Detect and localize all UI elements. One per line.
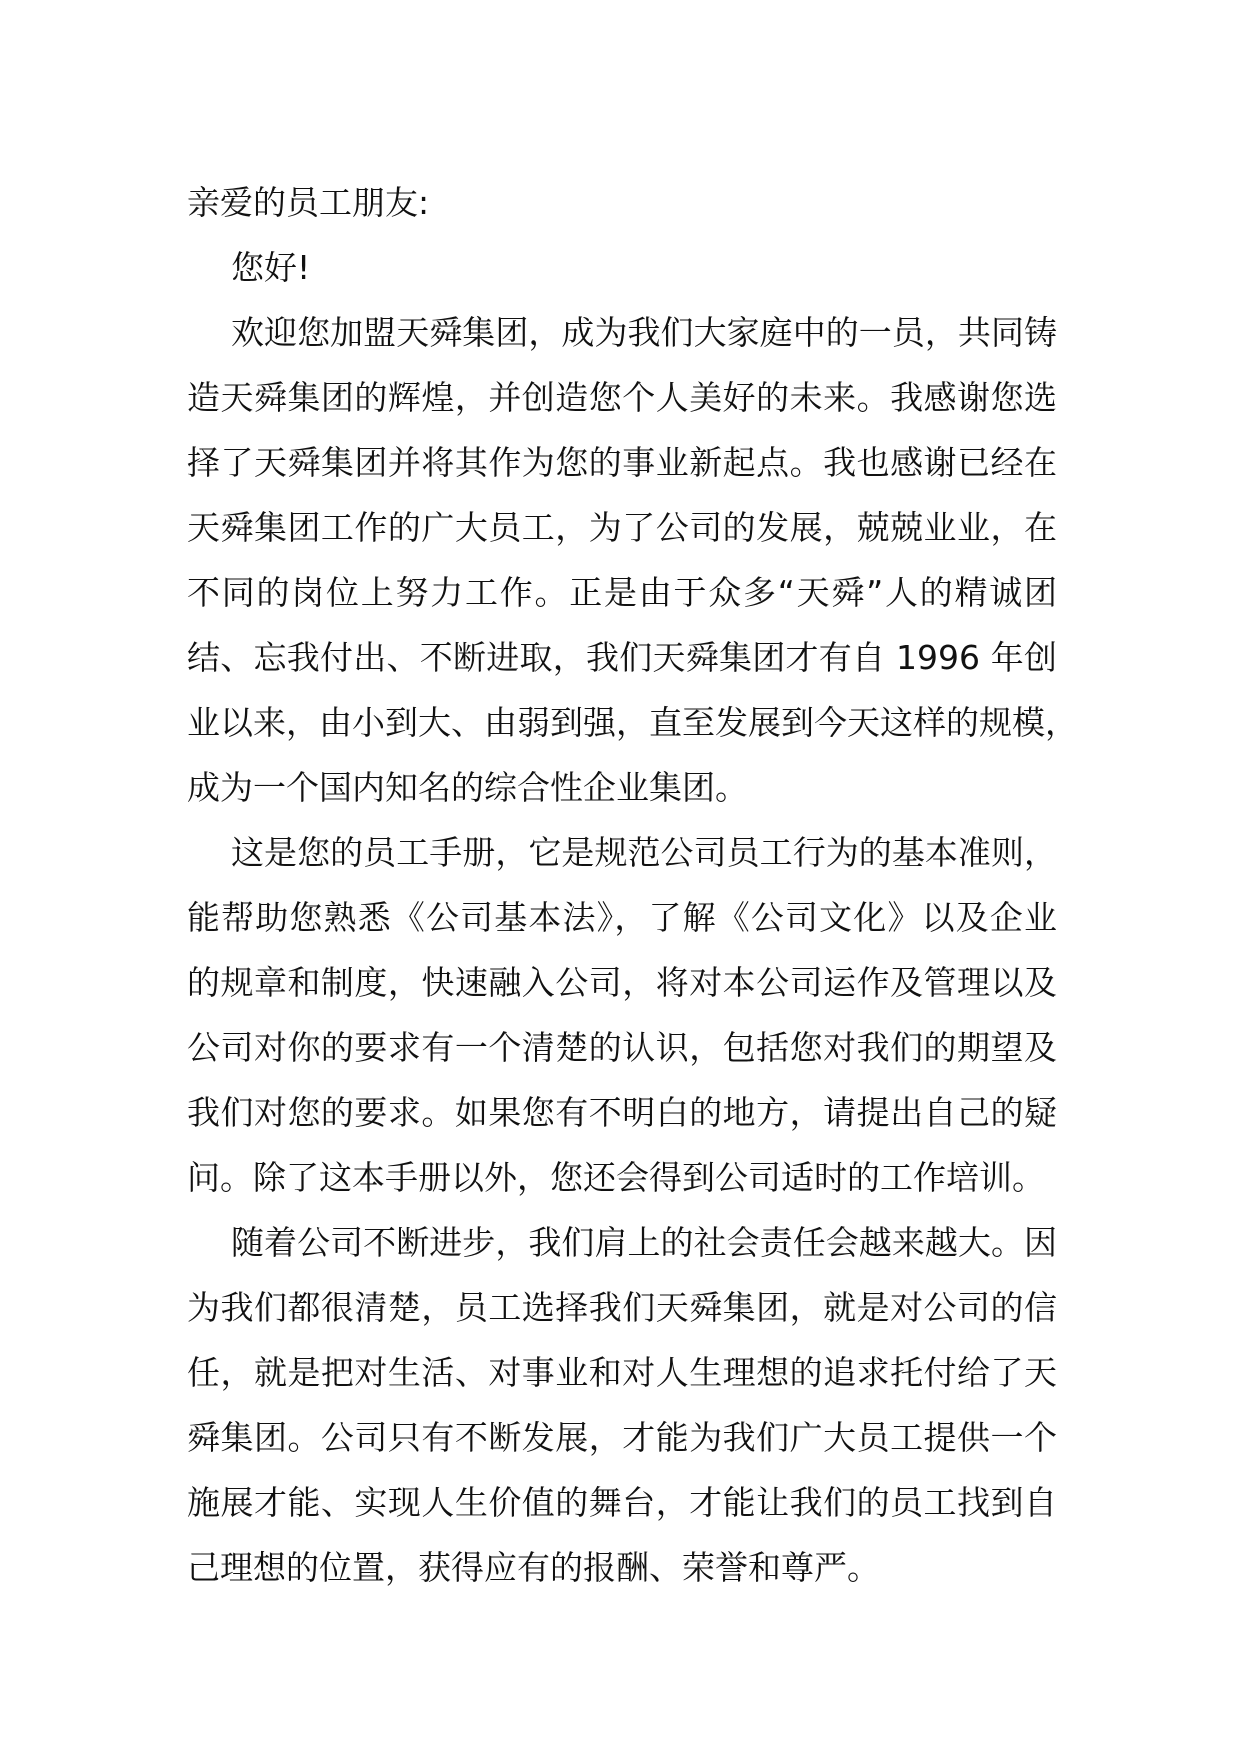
paragraph-responsibility — [187, 1210, 1057, 1600]
paragraph-line: 己理想的位置，获得应有的报酬、荣誉和尊严。 — [187, 1548, 880, 1587]
paragraph-welcome — [187, 300, 1078, 820]
paragraph-line: 造天舜集团的辉煌，并创造您个人美好的未来。我感谢您选 — [187, 378, 1057, 417]
paragraph-line: 天舜集团工作的广大员工，为了公司的发展，兢兢业业，在 — [187, 508, 1057, 547]
paragraph-line: 随着公司不断进步，我们肩上的社会责任会越来越大。因 — [231, 1223, 1057, 1262]
paragraph-line: 问。除了这本手册以外，您还会得到公司适时的工作培训。 — [187, 1158, 1045, 1197]
paragraph-line: 能帮助您熟悉《公司基本法》，了解《公司文化》以及企业 — [187, 898, 1057, 937]
greeting: 您好! — [231, 248, 311, 287]
paragraph-line: 成为一个国内知名的综合性企业集团。 — [187, 768, 748, 807]
paragraph-line: 公司对你的要求有一个清楚的认识，包括您对我们的期望及 — [187, 1028, 1057, 1067]
paragraph-line: 业以来，由小到大、由弱到强，直至发展到今天这样的规模， — [187, 703, 1078, 742]
paragraph-line: 的规章和制度，快速融入公司，将对本公司运作及管理以及 — [187, 963, 1057, 1002]
paragraph-line: 我们对您的要求。如果您有不明白的地方，请提出自己的疑 — [187, 1093, 1057, 1132]
salutation: 亲爱的员工朋友: — [187, 183, 430, 222]
paragraph-handbook — [187, 820, 1057, 1210]
paragraph-line: 舜集团。公司只有不断发展，才能为我们广大员工提供一个 — [187, 1418, 1057, 1457]
letter-body — [187, 170, 1078, 1600]
paragraph-line: 施展才能、实现人生价值的舞台，才能让我们的员工找到自 — [187, 1483, 1057, 1522]
paragraph-line: 欢迎您加盟天舜集团，成为我们大家庭中的一员，共同铸 — [231, 313, 1057, 352]
paragraph-line: 任，就是把对生活、对事业和对人生理想的追求托付给了天 — [187, 1353, 1057, 1392]
paragraph-line: 择了天舜集团并将其作为您的事业新起点。我也感谢已经在 — [187, 443, 1057, 482]
paragraph-line: 结、忘我付出、不断进取，我们天舜集团才有自 1996 年创 — [187, 638, 1057, 677]
paragraph-line: 这是您的员工手册，它是规范公司员工行为的基本准则， — [231, 833, 1057, 872]
paragraph-line: 不同的岗位上努力工作。正是由于众多“天舜”人的精诚团 — [187, 573, 1057, 612]
paragraph-line: 为我们都很清楚，员工选择我们天舜集团，就是对公司的信 — [187, 1288, 1057, 1327]
